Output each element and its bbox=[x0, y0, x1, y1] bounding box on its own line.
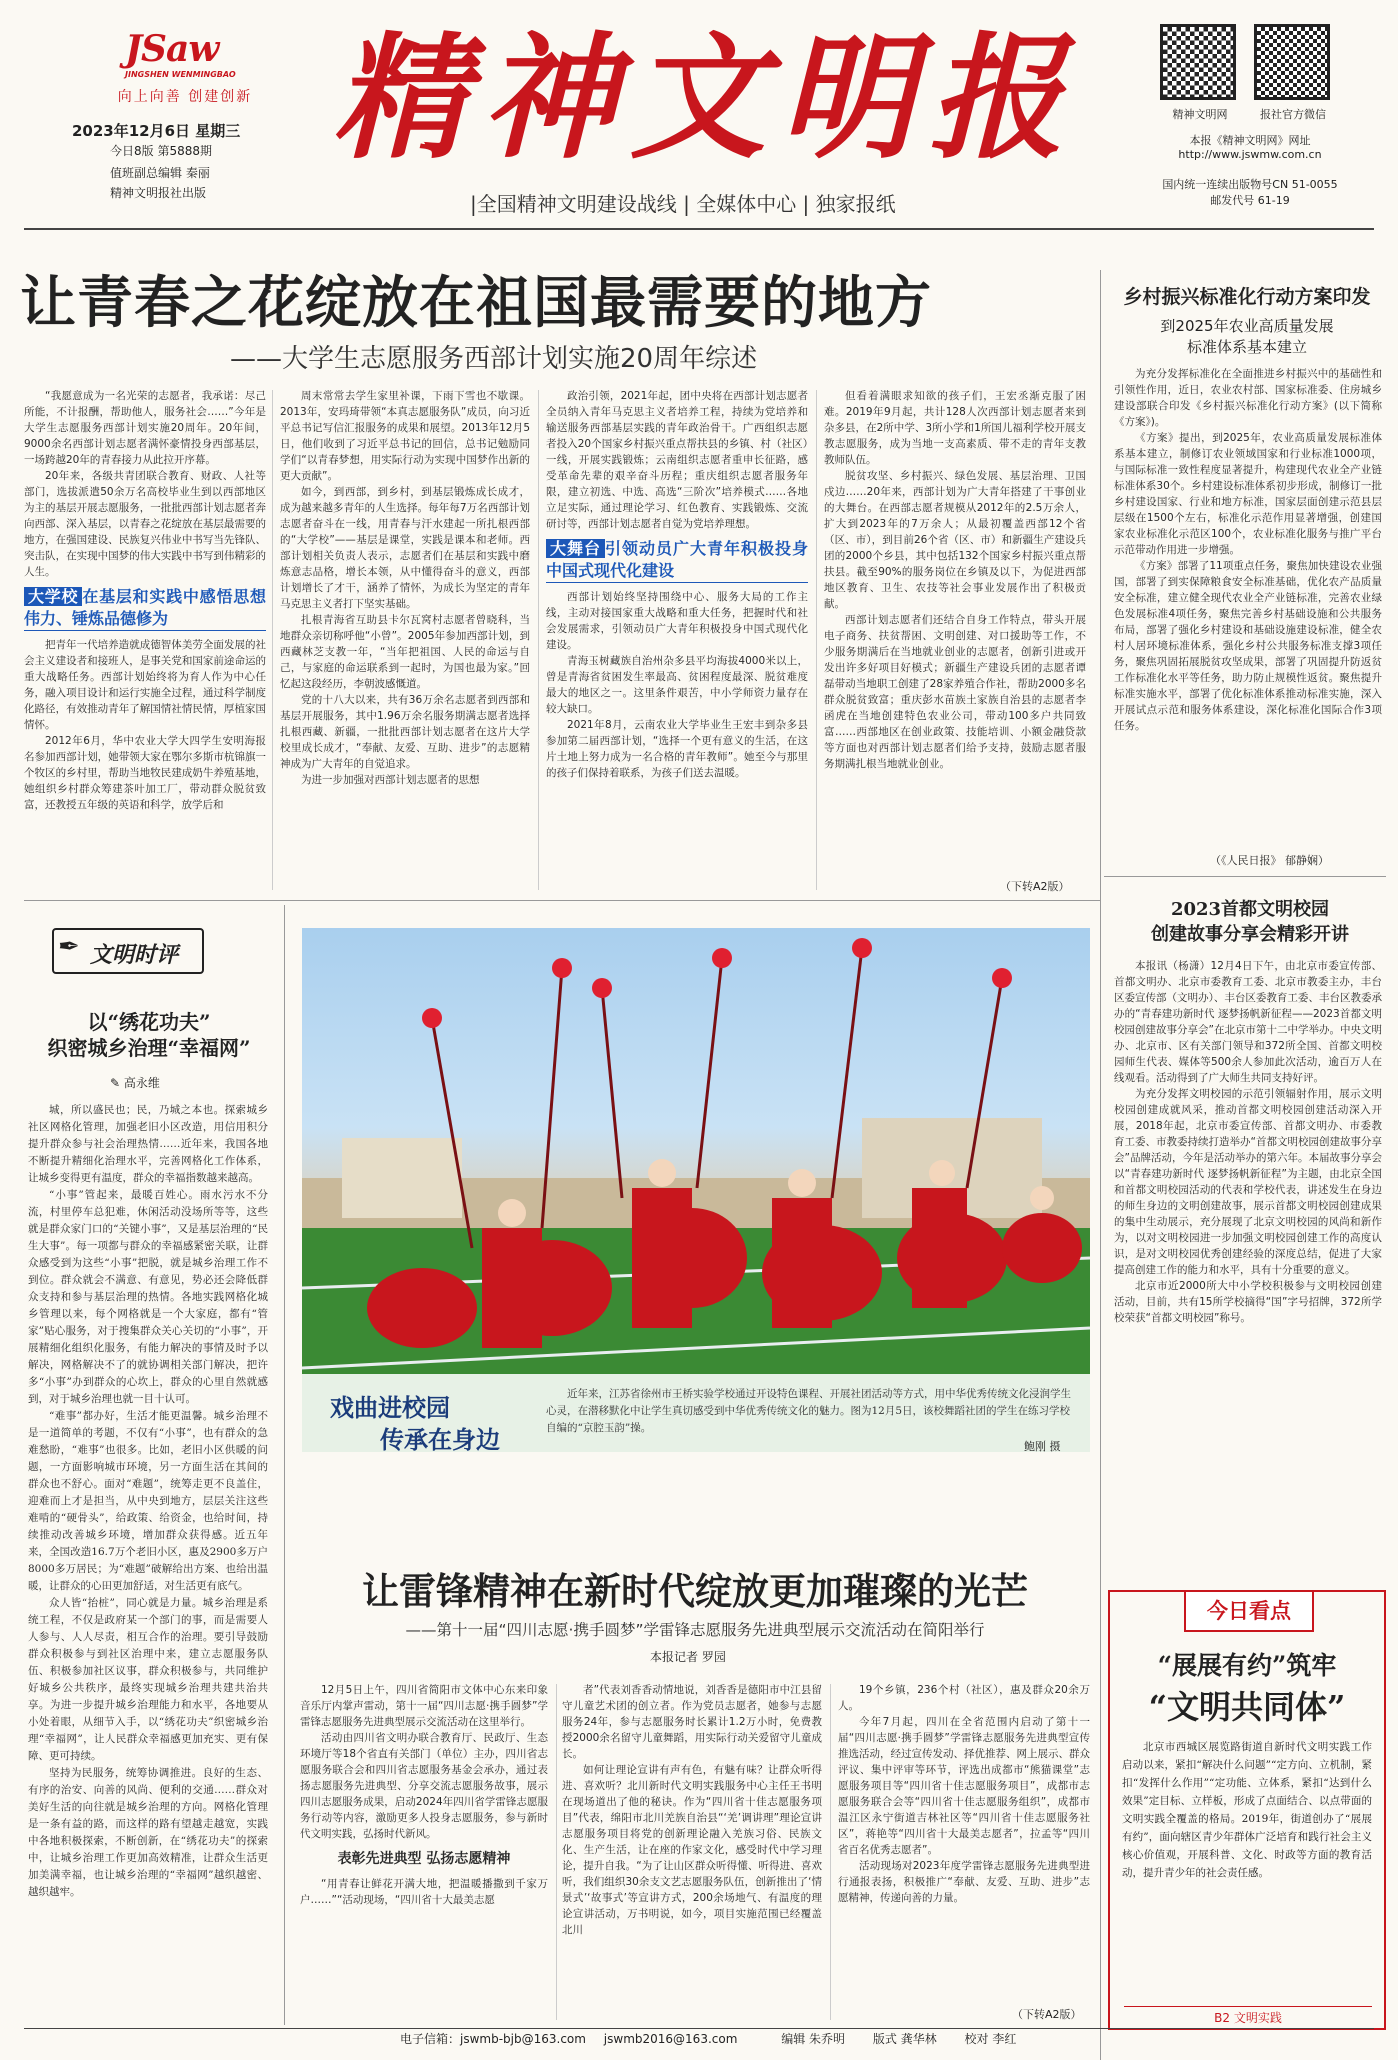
paragraph: 政治引领，2021年起，团中央将在西部计划志愿者全员纳入青年马克思主义者培养工程，持续为党培养和输送服务西部基层实践的青年政治骨干。广西组织志愿者投入20个国家乡村振兴重点帮扶县的乡镇、村（社区）一线，开展实践锻炼；云南组织志愿者重申长征路，感受革命先辈的艰辛奋斗历程；重庆组织志愿者服务年限，建立初选、中选、高选“三阶次”培养模式……各地立足实际，通过理论学习、红色教育、实践锻炼、交流研讨等，西部计划志愿者自觉为党培养理想。 bbox=[546, 390, 808, 530]
paragraph: 城，所以盛民也；民，乃城之本也。探索城乡社区网格化管理，加强老旧小区改造，用信用积分提升群众参与社会治理热情……近年来，我国各地不断提升精细化治理水平，完善网格化工作体系，让城乡变得更有温度，群众的幸福指数越来越高。 bbox=[28, 1104, 268, 1184]
lead-column-3 bbox=[546, 388, 808, 896]
masthead-divider bbox=[24, 228, 1374, 230]
paragraph: 西部计划志愿者们还结合自身工作特点，带头开展电子商务、扶贫帮困、文明创建、对口援助等工作，不少服务期满后在当地就业创业的志愿者，创新引进或开发出许多好项目好模式；新疆生产建设兵团的志愿者谭磊带动当地职工创建了28家养殖合作社，帮助2000多名群众脱贫致富；重庆彭水苗族土家族自治县的志愿者李函虎在当地创建特色农业公司，带动100多户共同致富……西部地区在创业政策、技能培训、小额金融贷款等方面也对西部计划志愿者们给予支持，鼓励志愿者服务期满扎根当地就业创业。 bbox=[824, 614, 1086, 770]
lower-column-3 bbox=[838, 1682, 1090, 2004]
subheading-tag: 大舞台 bbox=[546, 539, 605, 558]
lower-subhead: ——第十一届“四川志愿·携手圆梦”学雷锋志愿服务先进典型展示交流活动在简阳举行 bbox=[405, 1621, 985, 1639]
side2-title-2: 创建故事分享会精彩开讲 bbox=[1151, 924, 1349, 945]
paragraph: 2012年6月，华中农业大学大四学生安明海报名参加西部计划，她带领大家在鄂尔多斯市杭锦旗一个牧区的乡村里，帮助当地牧民建成奶牛养殖基地，她组织乡村群众筹建茶叶加工厂，带动群众脱贫致富，还教授五年级的英语和科学，放学后和 bbox=[24, 735, 266, 811]
commentary-badge bbox=[52, 928, 204, 974]
photo-caption: 近年来，江苏省徐州市王桥实验学校通过开设特色课程、开展社团活动等方式，用中华优秀传统文化浸润学生心灵，在潜移默化中让学生真切感受到中华优秀传统文化的魅力。图为12月5日，该校舞蹈社团的学生在练习学校自编的“京腔玉韵”操。 bbox=[546, 1388, 1071, 1434]
footer-email-1[interactable]: 电子信箱：jswmb-bjb@163.com bbox=[400, 2032, 586, 2046]
column-divider bbox=[816, 390, 817, 890]
paragraph: 《方案》提出，到2025年，农业高质量发展标准体系基本建立，制修订农业领域国家和行业标准1000项，与国际标准一致性程度显著提升，构建现代农业全产业链标准体系30个。乡村建设标准体系初步形成，制修订一批乡村建设国家、行业和地方标准，国家层面创建示范县层层级在1500个左右，标准化示范作用显著增强，创建国家农业标准化示范区100个，农业标准化服务与推广平台示范带动作用进一步增强。 bbox=[1114, 432, 1382, 556]
footer-layout: 版式 龚华林 bbox=[872, 2032, 937, 2046]
lead-headline: 让青春之花绽放在祖国最需要的地方 bbox=[20, 270, 932, 336]
today-body: 北京市西城区展览路街道自新时代文明实践工作启动以来，紧扣“解决什么问题”“定方向、立机制，紧扣“发挥什么作用”“定功能、立体系，紧扣“达到什么效果”定目标、立样板，形成了点面结合、以点带面的文明实践全覆盖的格局。2019年，街道创办了“展展有约”，面向辖区青少年群体广泛培育和践行社会主义核心价值观，开展科普、文化、时政等方面的教育活动，提升青少年的社会责任感。 bbox=[1122, 1741, 1372, 1879]
side1-body bbox=[1114, 366, 1382, 846]
masthead-title: 精神文明报 bbox=[332, 18, 1078, 177]
side2-body bbox=[1114, 958, 1382, 1530]
column-divider bbox=[830, 1684, 831, 2020]
paragraph: 2021年8月，云南农业大学毕业生王宏丰到杂多县参加第二届西部计划，“选择一个更有意义的生活，在这片土地上努力成为一名合格的青年教师”。她至今与那里的孩子们保持着联系，为孩子们送去温暖。 bbox=[546, 719, 808, 779]
section-divider bbox=[1100, 270, 1101, 2060]
footer-email-2[interactable]: jswmb2016@163.com bbox=[603, 2032, 738, 2046]
qr-label-1: 精神文明网 bbox=[1172, 108, 1228, 121]
footer bbox=[400, 2030, 1200, 2047]
logo-pinyin: JINGSHEN WENMINGBAO bbox=[125, 70, 236, 79]
column-divider bbox=[284, 905, 285, 2025]
paragraph: “用青春让鲜花开满大地，把温暖播撒到千家万户……”“活动现场，“四川省十大最美志愿 bbox=[300, 1878, 548, 1906]
paragraph: 活动由四川省文明办联合教育厅、民政厅、生态环境厅等18个省直有关部门（单位）主办，四川省志愿服务联合会和四川省志愿服务基金会承办，通过表扬志愿服务先进典型、分享交流志愿服务故事，展示四川志愿服务成果，启动2024年四川省学雷锋志愿服务行动等内容，激励更多人投身志愿服务，参与新时代文明实践，弘扬时代新风。 bbox=[300, 1732, 548, 1840]
paragraph: 周末常常去学生家里补课，下雨下雪也不歇课。2013年，安玛琦带领“本真志愿服务队”成员，向习近平总书记写信汇报服务的成果和展望。2013年12月5日，他们收到了习近平总书记的回信，总书记勉励同学们“以青春梦想，用实际行动为实现中国梦作出新的更大贡献”。 bbox=[280, 390, 530, 482]
photo-title-2: 传承在身边 bbox=[380, 1425, 500, 1454]
paragraph: 为充分发挥标准化在全面推进乡村振兴中的基础性和引领性作用，近日，农业农村部、国家标准委、住房城乡建设部联合印发《乡村振兴标准化行动方案》(以下简称《方案》)。 bbox=[1114, 368, 1382, 428]
continued-note: （下转A2版） bbox=[1012, 2008, 1082, 2021]
today-ref-label[interactable]: B2 文明实践 bbox=[1214, 2011, 1282, 2025]
paragraph: 青海玉树藏族自治州杂多县平均海拔4000米以上，曾是青海省贫困发生率最高、贫困程度最深、脱贫难度最大的地区之一。这里条件艰苦，中小学师资力量存在较大缺口。 bbox=[546, 655, 808, 715]
site-label: 本报《精神文明网》网址 bbox=[1189, 134, 1311, 147]
section-divider bbox=[1104, 876, 1386, 877]
masthead-nav bbox=[470, 188, 990, 217]
continued-note: （下转A2版） bbox=[1000, 880, 1070, 893]
commentary-badge-label: 文明时评 bbox=[90, 942, 179, 968]
photo-title-1: 戏曲进校园 bbox=[330, 1393, 450, 1422]
editor-line-1: 值班副总编辑 秦丽 bbox=[110, 166, 210, 180]
side2-title-1: 2023首都文明校园 bbox=[1170, 899, 1330, 920]
paragraph: 把青年一代培养造就成德智体美劳全面发展的社会主义建设者和接班人，是事关党和国家前途命运的重大战略任务。西部计划始终将为育人作为中心任务，融入项目设计和运行实施全过程，通过科学制度化路径，有效推动青年了解国情社情民情，厚植家国情怀。 bbox=[24, 639, 266, 731]
lower-column-1 bbox=[300, 1682, 548, 2022]
column-divider bbox=[272, 390, 273, 890]
lead-column-1 bbox=[24, 388, 266, 896]
paragraph: 为进一步加强对西部计划志愿者的思想 bbox=[301, 774, 480, 786]
subheading-text: 引领动员广大青年积极投身中国式现代化建设 bbox=[546, 539, 808, 580]
nav-sep-icon: | bbox=[470, 192, 477, 216]
paragraph: 20年来，各级共青团联合教育、财政、人社等部门，选拔派遣50余万名高校毕业生到以西部地区为主的基层开展志愿服务，一批批西部计划志愿者奔向西部、深入基层，以青春之花绽放在基层最需要的地方，在强国建设、民族复兴伟业中书写当先锋队、突击队，在实现中国梦的伟大实践中书写到伟精彩的人生。 bbox=[24, 470, 266, 578]
nav-sep-icon: | bbox=[676, 192, 697, 216]
column-divider bbox=[538, 390, 539, 890]
today-title-1: “展展有约”筑牢 bbox=[1157, 1651, 1337, 1680]
feature-photo bbox=[302, 928, 1090, 1452]
commentary-author bbox=[110, 1074, 160, 1091]
paragraph: 《方案》部署了11项重点任务，聚焦加快建设农业强国，部署了到实保障粮食安全标准基础，优化农产品质量安全标准，建立健全现代农业全产业链标准，完善农业绿色发展标准4项任务，聚焦完善乡村基础设施和公共服务布局，部署了强化乡村建设和基础设施建设标准，健全农村人居环境标准体系，强化乡村公共服务标准支撑3项任务，聚焦巩固拓展脱贫攻坚成果，部署了巩固提升防返贫工作标准化水平等任务，助力防止规模性返贫。聚焦提升标准实施水平，部署了优化标准体系推动标准实施，深入开展试点示范和服务体系建设，深化标准化国际合作3项任务。 bbox=[1114, 560, 1382, 732]
side1-title: 乡村振兴标准化行动方案印发 bbox=[1123, 286, 1371, 308]
pen-icon: ✎ bbox=[110, 1076, 124, 1090]
site-url[interactable]: http://www.jswmw.com.cn bbox=[1178, 148, 1322, 161]
commentary-body bbox=[28, 1102, 268, 2022]
qr-label-2: 报社官方微信 bbox=[1260, 108, 1326, 121]
paragraph: 19个乡镇，236个村（社区），惠及群众20余万人。 bbox=[838, 1684, 1090, 1712]
side1-source: （《人民日报》 郁静娴） bbox=[1210, 854, 1329, 867]
lower-subheading: 表彰先进典型 弘扬志愿精神 bbox=[337, 1851, 511, 1867]
today-badge: 今日看点 bbox=[1184, 1590, 1314, 1632]
issue-line: 今日8版 第5888期 bbox=[110, 144, 212, 158]
paragraph: 脱贫攻坚、乡村振兴、绿色发展、基层治理、卫国戍边……20年来，西部计划为广大青年搭建了干事创业的大舞台。在西部志愿者规模从2012年的2.5万余人，扩大到2023年的7万余人；从最初覆盖西部12个省（区、市），到目前26个省（区、市）和新疆生产建设兵团的2000个乡县，其中包括132个国家乡村振兴重点帮扶县。截至90%的服务岗位在乡镇及以下，为促进西部地区教育、卫生、农技等社会事业发展作出了积极贡献。 bbox=[824, 470, 1086, 610]
paragraph: 今年7月起，四川在全省范围内启动了第十一届“四川志愿·携手圆梦”学雷锋志愿服务先进典型宣传推选活动，经过宣传发动、择优推荐、网上展示、群众评议、集中评审等环节，评选出成都市“熊猫课堂”志愿服务项目等“四川省十佳志愿服务项目”，成都市志愿服务联合会等“四川省十佳志愿服务组织”，成都市温江区永宁街道吉林社区等“四川省十佳志愿服务社区”，蒋艳等“四川省十大最美志愿者”，拉孟等“四川省百名优秀志愿者”。 bbox=[838, 1716, 1090, 1856]
commentary-title-1: 以“绣花功夫” bbox=[87, 1010, 211, 1034]
nav-sep-icon: | bbox=[796, 192, 816, 216]
side-article-1 bbox=[1112, 282, 1382, 357]
side1-subtitle-2: 标准体系基本建立 bbox=[1186, 338, 1307, 356]
lead-subhead: ——大学生志愿服务西部计划实施20周年综述 bbox=[230, 344, 758, 374]
paragraph: 西部计划始终坚持围绕中心、服务大局的工作主线，主动对接国家重大战略和重大任务，把握时代和社会发展需求，引领动员广大青年积极投身中国式现代化建设。 bbox=[546, 591, 808, 651]
paragraph: 如何让理论宣讲有声有色，有魅有味？让群众听得进、喜欢听？北川新时代文明实践服务中心主任王书明在现场道出了他的秘诀。作为“四川省十佳志愿服务项目”代表，绵阳市北川羌族自治县“‘羌’调讲理”理论宣讲志愿服务项目将党的创新理论融入羌族习俗、民族文化、生产生活，让在座的作家文化，感受时代中学习理论，提升自我。“为了让山区群众听得懂、听得进、喜欢听，我们组织30余支文艺志愿服务队伍，创新推出了‘情景式’‘故事式’等宣讲方式，200余场地气、有温度的理论宣讲活动，万书明说，如今，项目实施范围已经覆盖北川 bbox=[562, 1764, 822, 1936]
editor-line-2: 精神文明报社出版 bbox=[110, 186, 207, 200]
nav-item-0: 全国精神文明建设战线 bbox=[476, 192, 677, 216]
slogan: 向上向善 创建创新 bbox=[117, 89, 253, 105]
paragraph: 本报讯（杨潇）12月4日下午，由北京市委宣传部、首都文明办、北京市委教育工委、北京市教委主办，丰台区委宣传部（文明办）、丰台区委教育工委、丰台区教委承办的“青春建功新时代 逐梦扬帆新征程——2023首都文明校园创建故事分享会”在北京市第十二中学举办。中央文明办、北京市、区有关部门领导和372所全国、首都文明校园师生代表、媒体等500余人参加此次活动，逾百万人在线观看。活动得到了广大师生共同支持好评。 bbox=[1114, 960, 1382, 1084]
paragraph: “小事”管起来，最暖百姓心。雨水污水不分流，村里停车总犯难，休闲活动没场所等等，这些就是群众家门口的“关键小事”，又是基层治理的“民生大事”。每一项都与群众的幸福感紧密关联，让群众感受到为这些“小事”把脱，就是城乡治理工作不到位。群众就会不满意、有意见，势必还会降低群众支持和参与基层治理的热情。各地实践网格化城乡管理以来，每个网格就是一个大家庭，都有“管家”贴心服务，对于搜集群众关心关切的“小事”，开展精细化组织化服务，有能力解决的事情及时予以解决，网格解决不了的就协调相关部门解决，把许多“小事”办到群众的心坎上，群众的心里自然就感到，对于城乡治理也就一目十认可。 bbox=[28, 1189, 268, 1405]
footer-proof: 校对 李红 bbox=[964, 2032, 1017, 2046]
lead-subheading-2 bbox=[546, 538, 808, 583]
today-box bbox=[1108, 1590, 1386, 2030]
date-line: 2023年12月6日 星期三 bbox=[72, 122, 241, 140]
paragraph: “我愿意成为一名光荣的志愿者，我承诺：尽己所能，不计报酬，帮助他人，服务社会……”今年是大学生志愿服务西部计划实施20周年。20年间，9000余名西部计划志愿者满怀豪情投身西部基层，一场跨越20年的青春接力从此拉开序幕。 bbox=[24, 390, 266, 466]
paragraph: 众人皆“抬桩”，同心就是力量。城乡治理是系统工程，不仅是政府某一个部门的事，而是需要人人参与、人人尽责，相互合作的治理。要引导鼓励群众积极参与到社区治理中来，建立志愿服务队伍、积极参加社区议事，群众积极参与，共同维护好城乡公共秩序，最终实现城乡治理共建共治共享。为进一步提升城乡治理能力和水平，各地要从小处着眼，从细节入手，以“绣花功夫”织密城乡治理“幸福网”，让人民群众幸福感更加充实、更有保障、更可持续。 bbox=[28, 1597, 268, 1762]
lower-byline: 本报记者 罗园 bbox=[650, 1650, 726, 1664]
paragraph: 如今，到西部，到乡村，到基层锻炼成长成才，成为越来越多青年的人生选择。每年每7万名西部计划志愿者奋斗在一线，用青春与汗水建起一所扎根西部的“大学校”——基层是课堂，实践是课本和老师。西部计划相关负责人表示，志愿者们在基层和实践中磨炼意志品格，增长本领，从中懂得奋斗的意义，西部计划增长了才干，涵养了情怀，为成长为坚定的青年马克思主义者打下坚实基础。 bbox=[280, 486, 530, 610]
qr-code-icon bbox=[1254, 24, 1330, 100]
post-code: 邮发代号 61-19 bbox=[1210, 194, 1290, 207]
today-title-2: “文明共同体” bbox=[1148, 1688, 1346, 1726]
paragraph: 为充分发挥文明校园的示范引领辐射作用，展示文明校园创建成就风采，推动首都文明校园创建活动深入开展，2018年起，北京市委宣传部、首都文明办、市委教育工委、市教委持续打造举办“首都文明校园创建故事分享会”品牌活动，今年是活动举办的第六年。本届故事分享会以“青春建功新时代 逐梦扬帆新征程”为主题，由北京全国和首都文明校园活动的代表和学校代表，讲述发生在身边的师生身边的文明创建故事，展示首都文明校园创建成果的集中生动展示，充分展现了北京文明校园的风尚和新作为，以对文明校园进一步加强文明校园创建工作的高度认识，是对文明校园优秀创建经验的深度总结，促进了大家提高创建工作的能力和水平，具有十分重要的意义。 bbox=[1114, 1088, 1382, 1276]
column-divider bbox=[556, 1684, 557, 2020]
paragraph: 活动现场对2023年度学雷锋志愿服务先进典型进行通报表扬，积极推广“奉献、友爱、互助、进步”志愿精神，传递向善的力量。 bbox=[838, 1860, 1090, 1904]
paragraph: 坚持为民服务，统筹协调推进。良好的生态、有序的治安、向善的风尚、便利的交通……群众对美好生活的向往就是城乡治理的方向。网格化管理是一条有益的路，而这样的路有望越走越宽，实践中各地积极探索，不断创新，在“绣花功夫”的探索中，让城乡治理工作更加高效精准，让群众生活更加美满幸福，也让城乡治理的“幸福网”越织越密、越织越牢。 bbox=[28, 1767, 268, 1898]
paragraph: 北京市近2000所大中小学校积极参与文明校园创建活动，目前，共有15所学校摘得“国”字号招牌，372所学校荣获“首都文明校园”称号。 bbox=[1114, 1280, 1382, 1324]
logo bbox=[80, 28, 290, 105]
qr-code-icon bbox=[1160, 24, 1236, 100]
paragraph: 扎根青海省互助县卡尔瓦窝村志愿者曾晓科，当地群众亲切称呼他“小曾”。2005年参加西部计划，到西藏林芝支教一年，“当年把祖国、人民的命运与自己，与家庭的命运联系到一起时，为国也最为家。”回忆起这段经历，李朝波感慨道。 bbox=[280, 614, 530, 690]
lead-column-2 bbox=[280, 388, 530, 896]
paragraph: 者”代表刘香香动情地说，刘香香是德阳市中江县留守儿童艺术团的创立者。作为党员志愿者，她参与志愿服务24年，参与志愿服务时长累计1.2万小时，免费教授2000余名留守儿童舞蹈，用实际行动关爱留守儿童成长。 bbox=[562, 1684, 822, 1760]
author-name: 高永维 bbox=[123, 1076, 160, 1090]
subheading-tag: 大学校 bbox=[24, 587, 82, 606]
lead-column-4 bbox=[824, 388, 1086, 878]
pen-icon: ✒ bbox=[58, 932, 80, 962]
lower-headline: 让雷锋精神在新时代绽放更加璀璨的光芒 bbox=[362, 1569, 1028, 1613]
commentary-title-2: 织密城乡治理“幸福网” bbox=[47, 1036, 251, 1060]
masthead bbox=[0, 0, 1398, 255]
side1-subtitle-1: 到2025年农业高质量发展 bbox=[1160, 317, 1334, 335]
paragraph: 12月5日上午，四川省简阳市文体中心东来印象音乐厅内掌声雷动，第十一届“四川志愿·携手圆梦”学雷锋志愿服务先进典型展示交流活动在这里举行。 bbox=[300, 1684, 548, 1728]
paragraph: “难事”都办好，生活才能更温馨。城乡治理不是一道简单的考题，不仅有“小事”，也有群众的急难愁盼，“难事”也很多。比如，老旧小区供暖的问题，一方面影响城市环境，另一方面生活在其间的群众也不舒心。面对“难题”，统筹走更不良盖住，迎难而上才是担当，从中央到地方，层层关注这些难啃的“硬骨头”，给政策、给资金，也给时间，持续推动改善城乡环境，增加群众获得感。近五年来，全国改造16.7万个老旧小区，惠及2900多万户 8000多万居民；为“难题”破解给出方案、也给出温暖，让群众的心田更加舒适，对生活更有底气。 bbox=[28, 1410, 268, 1592]
footer-editor: 编辑 朱乔明 bbox=[781, 2032, 846, 2046]
logo-text: JSaw bbox=[125, 28, 219, 70]
lead-subheading-1 bbox=[24, 586, 266, 631]
footer-divider bbox=[24, 2028, 1374, 2029]
subheading-text: 在基层和实践中感悟思想伟力、锤炼品德修为 bbox=[24, 587, 266, 628]
today-ref bbox=[1124, 2006, 1372, 2026]
section-divider bbox=[24, 900, 1100, 901]
cn-number: 国内统一连续出版物号CN 51-0055 bbox=[1162, 178, 1338, 191]
nav-item-2: 独家报纸 bbox=[815, 192, 896, 216]
paragraph: 但看着满眼求知欲的孩子们，王宏丞渐克服了困难。2019年9月起，共计128人次西部计划志愿者来到杂多县，在2所中学、3所小学和1所国儿福利学校开展支教志愿服务，成为当地一支高素质、带不走的青年支教教师队伍。 bbox=[824, 390, 1086, 466]
lower-column-2 bbox=[562, 1682, 822, 2022]
nav-item-1: 全媒体中心 bbox=[696, 192, 797, 216]
paragraph: 党的十八大以来，共有36万余名志愿者到西部和基层开展服务，其中1.96万余名服务期满志愿者选择扎根西藏、新疆，一批批西部计划志愿者在这片大学校里成长成才，“奉献、友爱、互助、进步”的志愿精神成为广大青年的自觉追求。 bbox=[280, 694, 530, 770]
photo-credit: 鲍刚 摄 bbox=[1024, 1440, 1061, 1453]
